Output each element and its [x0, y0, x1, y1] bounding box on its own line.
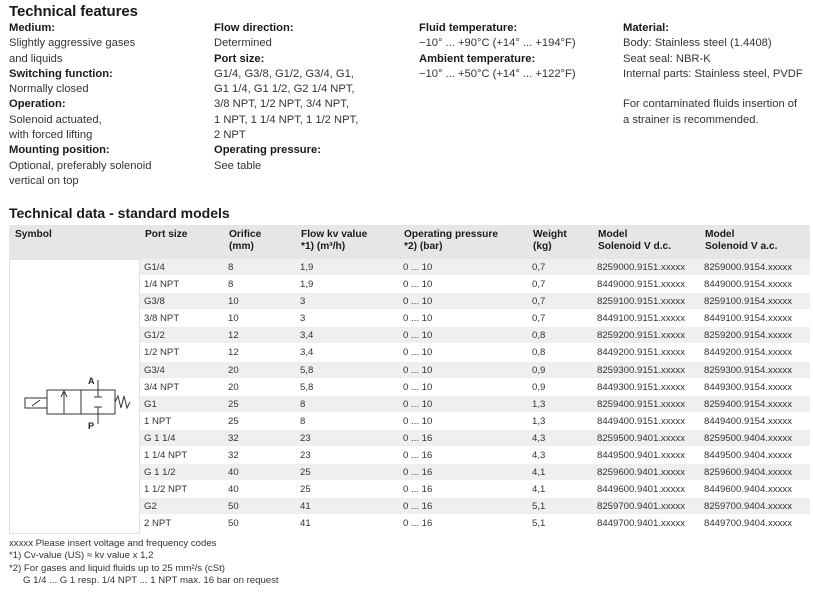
- cell-model-ac: 8449700.9404.xxxxx: [704, 518, 793, 530]
- cell-operating-pressure: 0 ... 16: [403, 484, 433, 496]
- cell-orifice: 32: [228, 432, 239, 444]
- cell-weight: 0,7: [532, 313, 546, 325]
- cell-model-dc: 8449100.9151.xxxxx: [597, 313, 686, 325]
- footnote-max-pressure: G 1/4 ... G 1 resp. 1/4 NPT ... 1 NPT max. 16 bar on request: [23, 574, 279, 586]
- cell-flow-kv: 23: [300, 450, 311, 462]
- cell-flow-kv: 3,4: [300, 347, 314, 359]
- table-row: [140, 362, 810, 379]
- switching-function-value: Normally closed: [9, 83, 89, 96]
- cell-model-ac: 8259200.9154.xxxxx: [704, 330, 793, 342]
- cell-model-ac: 8449400.9154.xxxxx: [704, 415, 793, 427]
- cell-model-ac: 8259500.9404.xxxxx: [704, 432, 793, 444]
- cell-orifice: 40: [228, 467, 239, 479]
- medium-value-line: and liquids: [9, 52, 63, 65]
- cell-model-ac: 8259400.9154.xxxxx: [704, 398, 793, 410]
- cell-flow-kv: 5,8: [300, 364, 314, 376]
- table-row: [140, 344, 810, 361]
- cell-model-dc: 8259000.9151.xxxxx: [597, 262, 686, 273]
- table-row: [140, 464, 810, 481]
- cell-model-dc: 8449300.9151.xxxxx: [597, 381, 686, 393]
- cell-flow-kv: 5,8: [300, 381, 314, 393]
- port-p-label: P: [88, 421, 95, 431]
- table-row: [140, 276, 810, 293]
- cell-weight: 0,8: [532, 330, 546, 342]
- cell-port-size: G1/4: [144, 262, 165, 273]
- table-row: [140, 481, 810, 498]
- cell-orifice: 10: [228, 313, 239, 325]
- cell-operating-pressure: 0 ... 16: [403, 450, 433, 462]
- cell-operating-pressure: 0 ... 10: [403, 364, 433, 376]
- table-row: [140, 259, 810, 276]
- strainer-note-line: For contaminated fluids insertion of: [623, 98, 798, 111]
- cell-flow-kv: 23: [300, 432, 311, 444]
- footnotes: [9, 538, 279, 587]
- port-size-line: 3/8 NPT, 1/2 NPT, 3/4 NPT,: [214, 98, 349, 111]
- port-size-line: 1 NPT, 1 1/4 NPT, 1 1/2 NPT,: [214, 113, 359, 126]
- cell-model-ac: 8449200.9154.xxxxx: [704, 347, 793, 359]
- cell-flow-kv: 3: [300, 313, 306, 325]
- cell-model-dc: 8449700.9401.xxxxx: [597, 518, 686, 530]
- features-column-material: [623, 21, 811, 128]
- cell-model-dc: 8259500.9401.xxxxx: [597, 432, 686, 444]
- port-a-label: A: [88, 376, 95, 386]
- cell-model-dc: 8259400.9151.xxxxx: [597, 398, 686, 410]
- cell-weight: 1,3: [532, 415, 546, 427]
- ambient-temperature-value: −10° ... +50°C (+14° ... +122°F): [419, 67, 576, 80]
- cell-orifice: 40: [228, 484, 239, 496]
- cell-model-ac: 8259600.9404.xxxxx: [704, 467, 793, 479]
- port-size-line: G1 1/4, G1 1/2, G2 1/4 NPT,: [214, 83, 355, 96]
- cell-weight: 4,3: [532, 450, 546, 462]
- cell-orifice: 10: [228, 296, 239, 308]
- cell-flow-kv: 3: [300, 296, 306, 308]
- footnote-voltage-codes: xxxxx Please insert voltage and frequency codes: [9, 538, 217, 549]
- operation-value-line: Solenoid actuated,: [9, 113, 102, 126]
- cell-flow-kv: 25: [300, 467, 311, 479]
- footnote-cv-value: *1) Cv-value (US) ≈ kv value x 1,2: [9, 550, 154, 562]
- cell-model-dc: 8259100.9151.xxxxx: [597, 296, 686, 308]
- cell-port-size: G2: [144, 501, 157, 513]
- cell-model-dc: 8259600.9401.xxxxx: [597, 467, 686, 479]
- cell-weight: 0,9: [532, 381, 546, 393]
- cell-weight: 4,3: [532, 432, 546, 444]
- cell-model-ac: 8259100.9154.xxxxx: [704, 296, 793, 308]
- material-label: Material:: [623, 22, 670, 34]
- cell-operating-pressure: 0 ... 16: [403, 501, 433, 513]
- cell-operating-pressure: 0 ... 10: [403, 296, 433, 308]
- header-port-size: Port size: [145, 229, 188, 240]
- cell-model-dc: 8259700.9401.xxxxx: [597, 501, 686, 513]
- cell-weight: 0,7: [532, 296, 546, 308]
- cell-orifice: 12: [228, 347, 239, 359]
- strainer-note-line: a strainer is recommended.: [623, 113, 759, 126]
- operation-value-line: with forced lifting: [9, 129, 93, 142]
- cell-model-dc: 8259300.9151.xxxxx: [597, 364, 686, 376]
- table-row: [140, 293, 810, 310]
- cell-operating-pressure: 0 ... 10: [403, 262, 433, 273]
- mounting-position-label: Mounting position:: [9, 144, 110, 157]
- symbol-cell: [9, 259, 140, 534]
- port-size-line: G1/4, G3/8, G1/2, G3/4, G1,: [214, 67, 354, 80]
- cell-port-size: G3/8: [144, 296, 165, 308]
- cell-orifice: 25: [228, 415, 239, 427]
- material-line: Seat seal: NBR-K: [623, 52, 711, 65]
- cell-orifice: 32: [228, 450, 239, 462]
- cell-port-size: 1 NPT: [144, 415, 172, 427]
- fluid-temperature-value: −10° ... +90°C (+14° ... +194°F): [419, 37, 576, 50]
- cell-model-ac: 8449500.9404.xxxxx: [704, 450, 793, 462]
- cell-weight: 0,9: [532, 364, 546, 376]
- flow-direction-label: Flow direction:: [214, 22, 294, 34]
- features-column-temperature: [419, 21, 619, 82]
- spacer: [623, 82, 811, 97]
- cell-port-size: 1 1/2 NPT: [144, 484, 188, 496]
- material-line: Internal parts: Stainless steel, PVDF: [623, 67, 803, 80]
- cell-flow-kv: 41: [300, 501, 311, 513]
- cell-weight: 0,7: [532, 279, 546, 291]
- table-row: [140, 515, 810, 532]
- ambient-temperature-label: Ambient temperature:: [419, 52, 536, 65]
- cell-operating-pressure: 0 ... 10: [403, 313, 433, 325]
- cell-weight: 5,1: [532, 501, 546, 513]
- header-model-ac: Model Solenoid V a.c.: [705, 229, 778, 252]
- technical-data-title: Technical data - standard models: [9, 205, 230, 221]
- cell-port-size: G1/2: [144, 330, 165, 342]
- cell-operating-pressure: 0 ... 10: [403, 398, 433, 410]
- cell-model-dc: 8449500.9401.xxxxx: [597, 450, 686, 462]
- table-row: [140, 498, 810, 515]
- cell-port-size: 1 1/4 NPT: [144, 450, 188, 462]
- operating-pressure-label: Operating pressure:: [214, 144, 321, 157]
- header-model-dc: Model Solenoid V d.c.: [598, 229, 672, 252]
- cell-operating-pressure: 0 ... 10: [403, 330, 433, 342]
- cell-operating-pressure: 0 ... 10: [403, 279, 433, 291]
- table-header: [9, 225, 810, 259]
- cell-weight: 4,1: [532, 467, 546, 479]
- fluid-temperature-label: Fluid temperature:: [419, 22, 518, 34]
- cell-port-size: G3/4: [144, 364, 165, 376]
- cell-operating-pressure: 0 ... 16: [403, 467, 433, 479]
- cell-weight: 4,1: [532, 484, 546, 496]
- cell-model-ac: 8259300.9154.xxxxx: [704, 364, 793, 376]
- mounting-position-line: vertical on top: [9, 174, 79, 187]
- cell-port-size: 1/2 NPT: [144, 347, 180, 359]
- cell-operating-pressure: 0 ... 10: [403, 381, 433, 393]
- cell-weight: 5,1: [532, 518, 546, 530]
- cell-operating-pressure: 0 ... 10: [403, 347, 433, 359]
- cell-flow-kv: 25: [300, 484, 311, 496]
- operation-label: Operation:: [9, 98, 66, 111]
- cell-model-dc: 8259200.9151.xxxxx: [597, 330, 686, 342]
- cell-weight: 0,7: [532, 262, 546, 273]
- features-column-flow: [214, 21, 414, 174]
- cell-port-size: G1: [144, 398, 157, 410]
- table-row: [140, 413, 810, 430]
- cell-model-dc: 8449000.9151.xxxxx: [597, 279, 686, 291]
- port-size-line: 2 NPT: [214, 129, 246, 142]
- cell-operating-pressure: 0 ... 16: [403, 518, 433, 530]
- cell-flow-kv: 8: [300, 415, 306, 427]
- cell-orifice: 20: [228, 364, 239, 376]
- cell-model-dc: 8449400.9151.xxxxx: [597, 415, 686, 427]
- table-body: [140, 259, 810, 533]
- cell-port-size: G 1 1/4: [144, 432, 176, 444]
- cell-model-ac: 8449100.9154.xxxxx: [704, 313, 793, 325]
- table-row: [140, 327, 810, 344]
- medium-value-line: Slightly aggressive gases: [9, 37, 136, 50]
- cell-flow-kv: 1,9: [300, 279, 314, 291]
- cell-flow-kv: 41: [300, 518, 311, 530]
- cell-weight: 1,3: [532, 398, 546, 410]
- cell-model-ac: 8259000.9154.xxxxx: [704, 262, 793, 273]
- table-row: [140, 396, 810, 413]
- cell-orifice: 50: [228, 501, 239, 513]
- table-row: [140, 447, 810, 464]
- header-operating-pressure: Operating pressure *2) (bar): [404, 229, 498, 252]
- cell-port-size: 1/4 NPT: [144, 279, 180, 291]
- table-row: [140, 310, 810, 327]
- cell-model-ac: 8449000.9154.xxxxx: [704, 279, 793, 291]
- header-weight: Weight (kg): [533, 229, 567, 252]
- cell-model-ac: 8259700.9404.xxxxx: [704, 501, 793, 513]
- cell-model-dc: 8449600.9401.xxxxx: [597, 484, 686, 496]
- flow-direction-value: Determined: [214, 37, 272, 50]
- cell-model-dc: 8449200.9151.xxxxx: [597, 347, 686, 359]
- features-column-medium: [9, 21, 209, 189]
- footnote-fluids: *2) For gases and liquid fluids up to 25 mm²/s (cSt): [9, 562, 225, 574]
- table-row: [140, 430, 810, 447]
- cell-orifice: 25: [228, 398, 239, 410]
- cell-orifice: 50: [228, 518, 239, 530]
- cell-orifice: 12: [228, 330, 239, 342]
- header-flow-kv: Flow kv value *1) (m³/h): [301, 229, 368, 252]
- cell-weight: 0,8: [532, 347, 546, 359]
- header-symbol: Symbol: [15, 229, 52, 240]
- cell-orifice: 8: [228, 279, 234, 291]
- cell-operating-pressure: 0 ... 16: [403, 432, 433, 444]
- cell-model-ac: 8449600.9404.xxxxx: [704, 484, 793, 496]
- port-size-label: Port size:: [214, 52, 265, 65]
- cell-orifice: 8: [228, 262, 234, 273]
- cell-flow-kv: 3,4: [300, 330, 314, 342]
- mounting-position-line: Optional, preferably solenoid: [9, 159, 152, 172]
- cell-port-size: G 1 1/2: [144, 467, 176, 479]
- material-line: Body: Stainless steel (1.4408): [623, 37, 772, 50]
- cell-port-size: 2 NPT: [144, 518, 172, 530]
- cell-flow-kv: 8: [300, 398, 306, 410]
- cell-model-ac: 8449300.9154.xxxxx: [704, 381, 793, 393]
- cell-port-size: 3/8 NPT: [144, 313, 180, 325]
- cell-operating-pressure: 0 ... 10: [403, 415, 433, 427]
- technical-features-title: Technical features: [9, 3, 138, 20]
- operating-pressure-value: See table: [214, 159, 262, 172]
- table-row: [140, 379, 810, 396]
- cell-orifice: 20: [228, 381, 239, 393]
- switching-function-label: Switching function:: [9, 67, 113, 80]
- medium-label: Medium:: [9, 22, 55, 34]
- cell-port-size: 3/4 NPT: [144, 381, 180, 393]
- solenoid-valve-symbol-icon: [10, 260, 141, 535]
- cell-flow-kv: 1,9: [300, 262, 314, 273]
- header-orifice: Orifice (mm): [229, 229, 262, 252]
